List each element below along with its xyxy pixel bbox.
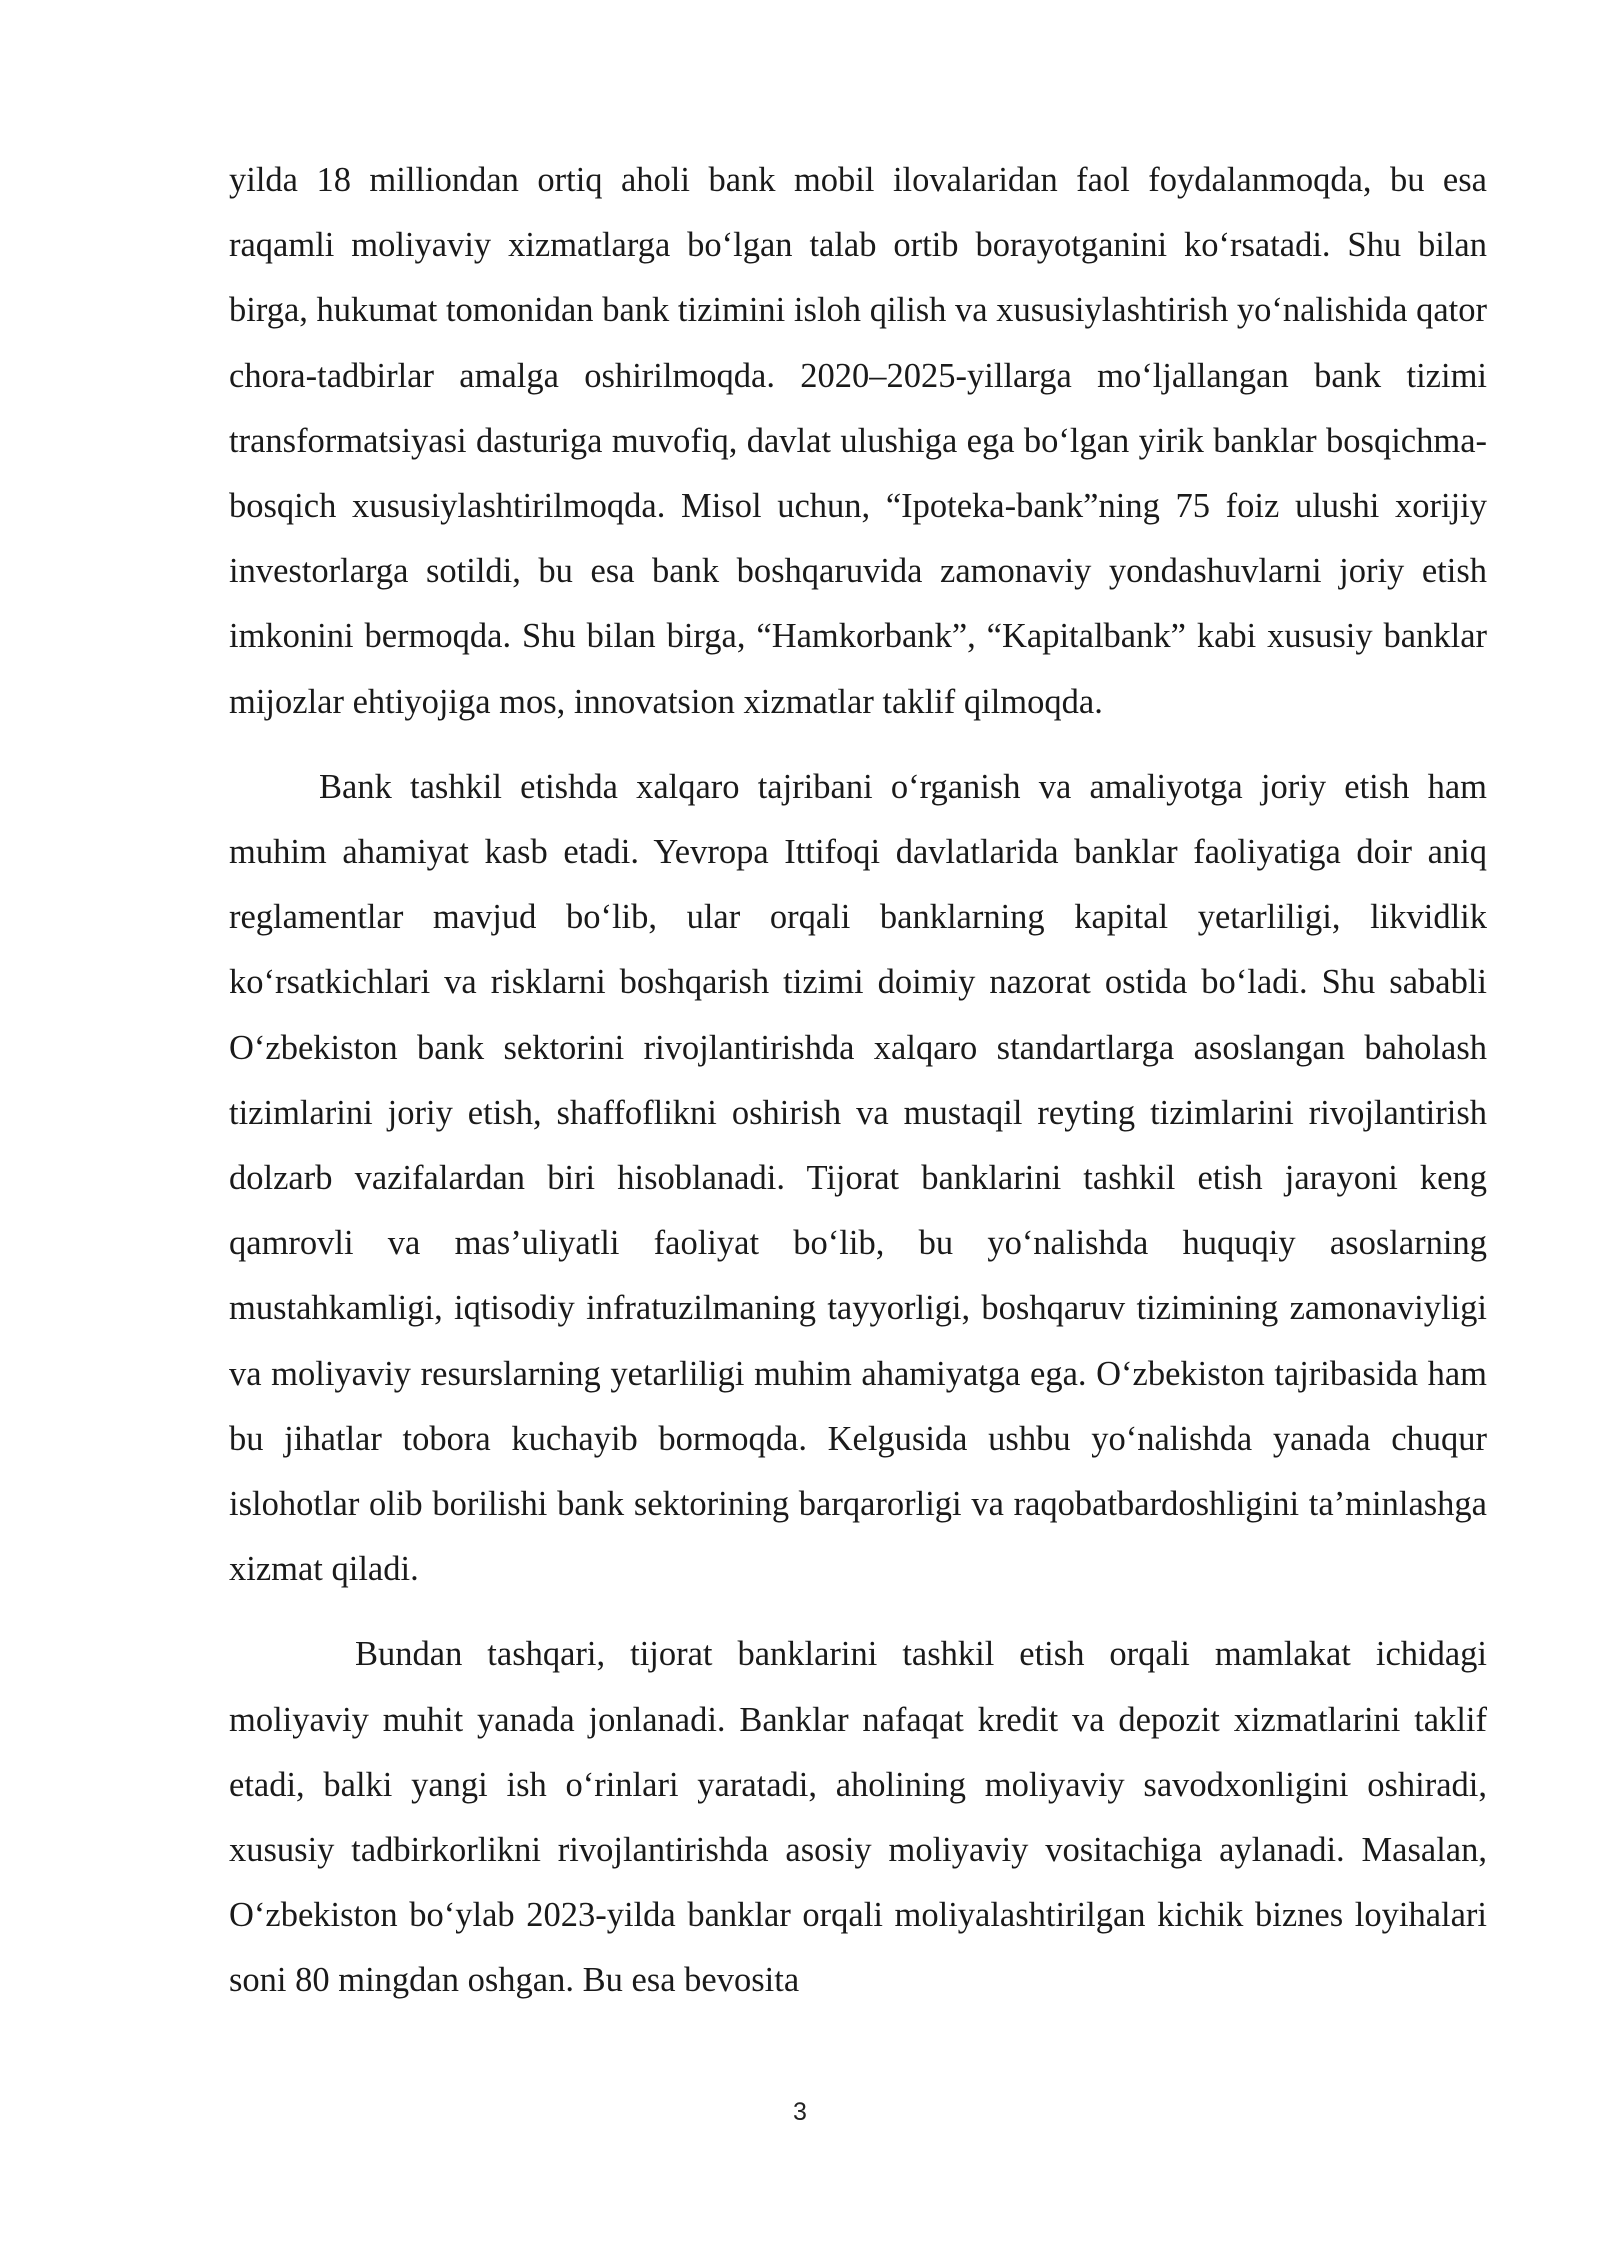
page-number: 3 [793, 2098, 807, 2126]
paragraph-1: yilda 18 milliondan ortiq aholi bank mobil ilovalaridan faol foydalanmoqda, bu esa raqamli moliyaviy xizmatlarga bo‘lgan talab ortib borayotganini ko‘rsatadi. Shu bilan birga, hukumat tomonidan bank tizimini isloh qilish va xususiylashtirish yo‘nalishida qator chora-tadbirlar amalga oshirilmoqda. 2020–2025-yillarga mo‘ljallangan bank tizimi transformatsiyasi dasturiga muvofiq, davlat ulushiga ega bo‘lgan yirik banklar bosqichma-bosqich xususiylashtirilmoqda. Misol uchun, “Ipoteka-bank”ning 75 foiz ulushi xorijiy investorlarga sotildi, bu esa bank boshqaruvida zamonaviy yondashuvlarni joriy etish imkonini bermoqda. Shu bilan birga, “Hamkorbank”, “Kapitalbank” kabi xususiy banklar mijozlar ehtiyojiga mos, innovatsion xizmatlar taklif qilmoqda. [229, 161, 1487, 721]
body-text [229, 148, 1487, 2014]
paragraph-2: Bank tashkil etishda xalqaro tajribani o‘rganish va amaliyotga joriy etish ham muhim ahamiyat kasb etadi. Yevropa Ittifoqi davlatlarida banklar faoliyatiga doir aniq reglamentlar mavjud bo‘lib, ular orqali banklarning kapital yetarliligi, likvidlik ko‘rsatkichlari va risklarni boshqarish tizimi doimiy nazorat ostida bo‘ladi. Shu sababli O‘zbekiston bank sektorini rivojlantirishda xalqaro standartlarga asoslangan baholash tizimlarini joriy etish, shaffoflikni oshirish va mustaqil reyting tizimlarini rivojlantirish dolzarb vazifalardan biri hisoblanadi. Tijorat banklarini tashkil etish jarayoni keng qamrovli va mas’uliyatli faoliyat bo‘lib, bu yo‘nalishda huquqiy asoslarning mustahkamligi, iqtisodiy infratuzilmaning tayyorligi, boshqaruv tizimining zamonaviyligi va moliyaviy resurslarning yetarliligi muhim ahamiyatga ega. O‘zbekiston tajribasida ham bu jihatlar tobora kuchayib bormoqda. Kelgusida ushbu yo‘nalishda yanada chuqur islohotlar olib borilishi bank sektorining barqarorligi va raqobatbardoshligini ta’minlashga xizmat qiladi. [229, 767, 1487, 1589]
paragraph-3: Bundan tashqari, tijorat banklarini tashkil etish orqali mamlakat ichidagi moliyaviy muhit yanada jonlanadi. Banklar nafaqat kredit va depozit xizmatlarini taklif etadi, balki yangi ish o‘rinlari yaratadi, aholining moliyaviy savodxonligini oshiradi, xususiy tadbirkorlikni rivojlantirishda asosiy moliyaviy vositachiga aylanadi. Masalan, O‘zbekiston bo‘ylab 2023-yilda banklar orqali moliyalashtirilgan kichik biznes loyihalari soni 80 mingdan oshgan. Bu esa bevosita [229, 1635, 1487, 2000]
